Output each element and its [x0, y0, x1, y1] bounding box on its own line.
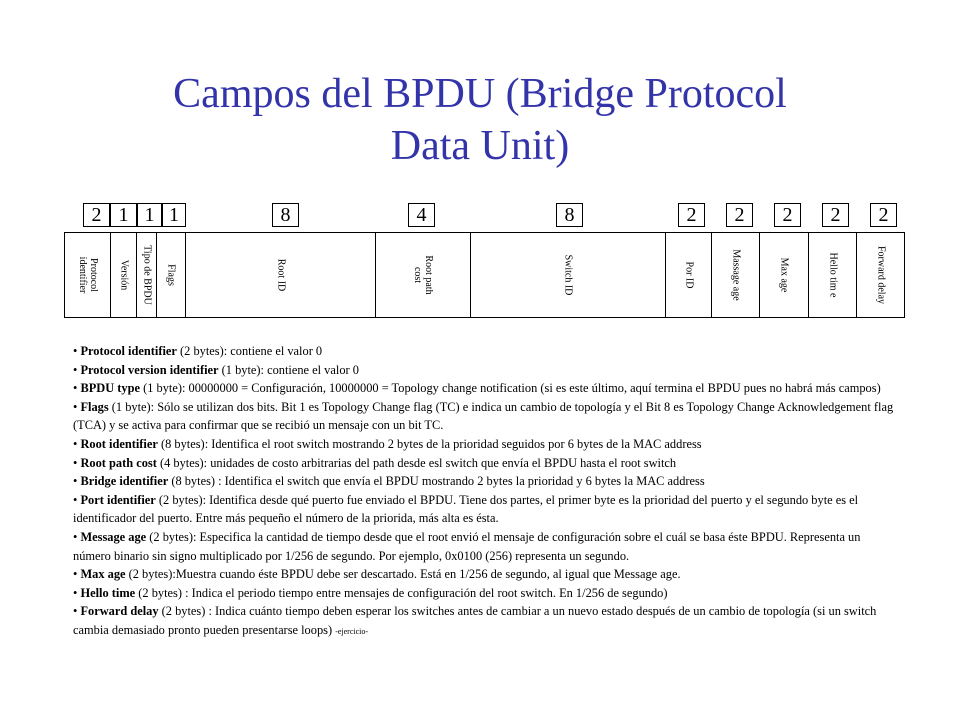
byte-size: 8: [556, 203, 583, 227]
bullet-symbol: •: [73, 529, 78, 544]
bullet-term: Protocol identifier: [80, 344, 177, 358]
list-item: [73, 491, 899, 528]
byte-size: 2: [774, 203, 801, 227]
bullet-term: Bridge identifier: [80, 474, 169, 489]
field-label: Max age: [778, 257, 790, 293]
bullet-text: (1 byte): Sólo se utilizan dos bits. Bit 1 es Topology Change flag (TC) e indica un cambio de topología y el Bit 8 es Topology Change Acknowledgement flag (TCA) y se activa para confirmar que se recibió un mensaje con un bit TC.: [73, 399, 894, 433]
bullet-term: Hello time: [80, 585, 136, 600]
bullet-text: (2 bytes) : Indica el periodo tiempo entre mensajes de configuración del root switch. En 1/256 de segundo): [135, 585, 668, 600]
field-switch-id: [470, 232, 666, 318]
bullet-term: Flags: [80, 399, 109, 414]
bullet-term: Protocol version identifier: [80, 362, 219, 377]
bullet-term: Port identifier: [80, 492, 156, 507]
bullet-symbol: •: [73, 585, 78, 600]
bullet-term: Root identifier: [80, 436, 158, 451]
bullet-symbol: •: [73, 362, 78, 377]
bullet-text: (8 bytes): Identifica el root switch mostrando 2 bytes de la prioridad seguidos por 6 bytes de la MAC address: [157, 436, 702, 451]
bpdu-field-row: [0, 232, 960, 318]
bullet-symbol: •: [73, 344, 78, 358]
field-message-age: [711, 232, 760, 318]
byte-size: 1: [162, 203, 186, 227]
bullet-symbol: •: [73, 567, 78, 582]
bullet-symbol: •: [73, 492, 78, 507]
exercise-footnote: -ejercicio-: [335, 626, 369, 636]
field-max-age: [759, 232, 809, 318]
byte-size: 4: [408, 203, 435, 227]
byte-size: 8: [272, 203, 299, 227]
bullet-text: (8 bytes) : Identifica el switch que envía el BPDU mostrando 2 bytes la prioridad y 6 bytes la MAC address: [168, 474, 705, 489]
field-label: Root ID: [275, 258, 286, 292]
list-item: [73, 584, 899, 603]
field-forward-delay: [856, 232, 905, 318]
list-item: [73, 342, 899, 361]
field-flags: [156, 232, 186, 318]
byte-size: 1: [110, 203, 137, 227]
bullet-term: Max age: [80, 567, 126, 582]
title-line-2: Data Unit): [390, 123, 570, 169]
field-label: Versión: [118, 259, 129, 291]
field-label: Massage age: [730, 249, 741, 301]
byte-size: 2: [726, 203, 753, 227]
field-label: Switch ID: [562, 254, 574, 296]
list-item: [73, 454, 899, 473]
field-label: Root path: [423, 255, 434, 295]
list-item: [73, 602, 899, 641]
list-item: [73, 472, 899, 491]
byte-size: 2: [870, 203, 897, 227]
bullet-text: (2 bytes): Identifica desde qué puerto fue enviado el BPDU. Tiene dos partes, el primer byte es la prioridad del puerto y el segundo byte es el identificador del puerto. Entre más pequeño el número de la priorida, más alta es ésta.: [73, 492, 859, 526]
byte-size-row: [0, 203, 960, 229]
field-label: cost: [412, 266, 423, 284]
field-label: Hello tim e: [827, 252, 838, 298]
field-root-path-cost: [375, 232, 471, 318]
field-version: [110, 232, 137, 318]
bullet-term: Message age: [80, 529, 147, 544]
bullet-symbol: •: [73, 455, 78, 470]
bullet-symbol: •: [73, 381, 78, 396]
list-item: [73, 528, 899, 565]
bullet-text: (1 byte): contiene el valor 0: [218, 362, 359, 377]
field-hello-time: [808, 232, 857, 318]
bullet-text: (1 byte): 00000000 = Configuración, 10000000 = Topology change notification (si es este último, aquí termina el BPDU pues no habrá más campos): [140, 381, 881, 396]
byte-size: 1: [137, 203, 162, 227]
bullet-term: Forward delay: [80, 604, 159, 619]
field-label: Por ID: [683, 261, 694, 289]
bullet-text: (4 bytes): unidades de costo arbitrarias del path desde esl switch que envía el BPDU hasta el root switch: [156, 455, 677, 470]
field-label: Forward delay: [875, 245, 886, 305]
byte-size: 2: [678, 203, 705, 227]
bullet-text: (2 bytes) : Indica cuánto tiempo deben esperar los switches antes de cambiar a un nuevo estado después de un cambio de topología (si un switch cambia demasiado pronto pueden presentarse loops): [73, 604, 877, 637]
field-protocol-identifier: [64, 232, 111, 318]
bullet-symbol: •: [73, 399, 78, 414]
bullet-text: (2 bytes): Especifica la cantidad de tiempo desde que el root envió el mensaje de configuración sobre el cuál se basa éste BPDU. Representa un número binario sin signo multiplicado por 1/256 de segundo. Por ejemplo, 0x0100 (256) representa un segundo.: [73, 529, 861, 563]
slide-title: [0, 68, 960, 172]
field-root-id: [185, 232, 376, 318]
field-label: identifier: [76, 256, 88, 294]
bullet-term: Root path cost: [80, 455, 157, 470]
field-label: Tipo de BPDU: [141, 245, 152, 305]
field-bpdu-type: [136, 232, 157, 318]
field-port-id: [665, 232, 712, 318]
bullet-symbol: •: [73, 436, 78, 451]
field-label: Protocol: [87, 258, 99, 292]
bullet-symbol: •: [73, 604, 78, 619]
bullet-term: BPDU type: [80, 381, 140, 396]
byte-size: 2: [822, 203, 849, 227]
bullet-symbol: •: [73, 474, 78, 489]
list-item: [73, 565, 899, 584]
field-descriptions: [73, 342, 899, 642]
list-item: [73, 379, 899, 398]
bullet-text: (2 bytes):Muestra cuando éste BPDU debe ser descartado. Está en 1/256 de segundo, al igual que Message age.: [125, 567, 681, 582]
field-label: Flags: [165, 264, 177, 286]
byte-size: 2: [83, 203, 110, 227]
list-item: [73, 435, 899, 454]
title-line-1: Campos del BPDU (Bridge Protocol: [173, 71, 787, 117]
list-item: [73, 361, 899, 380]
bullet-text: (2 bytes): contiene el valor 0: [176, 344, 323, 358]
list-item: [73, 398, 899, 435]
